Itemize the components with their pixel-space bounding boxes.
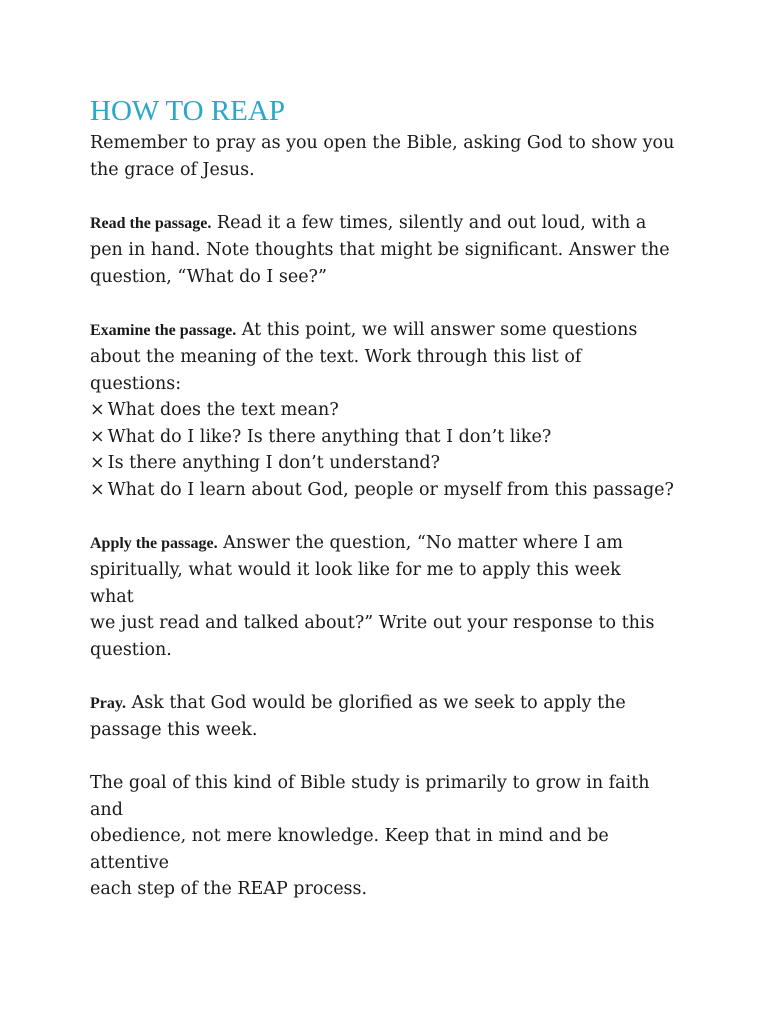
examine-first-line [90, 317, 690, 345]
spacer [90, 663, 690, 690]
list-item [90, 424, 690, 451]
examine-line: about the meaning of the text. Work through this list of [90, 347, 582, 367]
list-item-text: What do I like? Is there anything that I don’t like? [107, 426, 552, 447]
apply-line: question. [90, 639, 172, 660]
goal-line: each step of the REAP process. [90, 879, 368, 899]
examine-paragraph [90, 317, 690, 504]
apply-first-line-text: Answer the question, “No matter where I am [217, 532, 624, 553]
bullet-x-icon: × [90, 400, 105, 420]
apply-line: spiritually, what would it look like for me to apply this week [90, 560, 621, 580]
pray-paragraph [90, 690, 690, 744]
goal-paragraph [90, 770, 690, 903]
spacer [90, 744, 690, 771]
read-first-line-text: Read it a few times, silently and out loud, with a [211, 212, 647, 233]
spacer [90, 183, 690, 210]
intro-line: the grace of Jesus. [90, 159, 255, 180]
goal-line: The goal of this kind of Bible study is primarily to grow in faith [90, 773, 650, 793]
bullet-x-icon: × [90, 453, 105, 473]
apply-paragraph [90, 530, 690, 664]
pray-lead: Pray. [90, 694, 126, 712]
examine-first-line-text: At this point, we will answer some questions [236, 319, 638, 340]
list-item [90, 477, 690, 504]
apply-first-line [90, 530, 690, 558]
list-item [90, 450, 690, 477]
list-item [90, 397, 690, 424]
list-item-text: What do I learn about God, people or myself from this passage? [107, 479, 674, 500]
read-line: pen in hand. Note thoughts that might be significant. Answer the [90, 240, 670, 260]
pray-line: passage this week. [90, 720, 258, 740]
goal-line: and [90, 799, 123, 820]
pray-first-line-text: Ask that God would be glorified as we seek to apply the [126, 692, 626, 713]
read-line: question, “What do I see?” [90, 266, 327, 287]
read-paragraph [90, 210, 690, 291]
list-item-text: What does the text mean? [107, 400, 339, 420]
page-title: HOW TO REAP [90, 95, 285, 127]
list-item-text: Is there anything I don’t understand? [107, 453, 441, 473]
document-page [90, 94, 690, 903]
pray-first-line [90, 690, 690, 718]
examine-line: questions: [90, 373, 182, 394]
intro-line: Remember to pray as you open the Bible, asking God to show you [90, 133, 675, 153]
intro-paragraph [90, 130, 690, 183]
apply-lead: Apply the passage. [90, 534, 218, 552]
goal-line: attentive [90, 852, 169, 873]
read-first-line [90, 210, 690, 238]
examine-lead: Examine the passage. [90, 321, 237, 339]
apply-line: we just read and talked about?” Write out your response to this [90, 613, 655, 633]
spacer [90, 503, 690, 530]
apply-line: what [90, 586, 134, 607]
read-lead: Read the passage. [90, 214, 212, 232]
bullet-x-icon: × [90, 426, 105, 447]
goal-line: obedience, not mere knowledge. Keep that in mind and be [90, 826, 609, 846]
spacer [90, 290, 690, 317]
bullet-x-icon: × [90, 479, 105, 500]
